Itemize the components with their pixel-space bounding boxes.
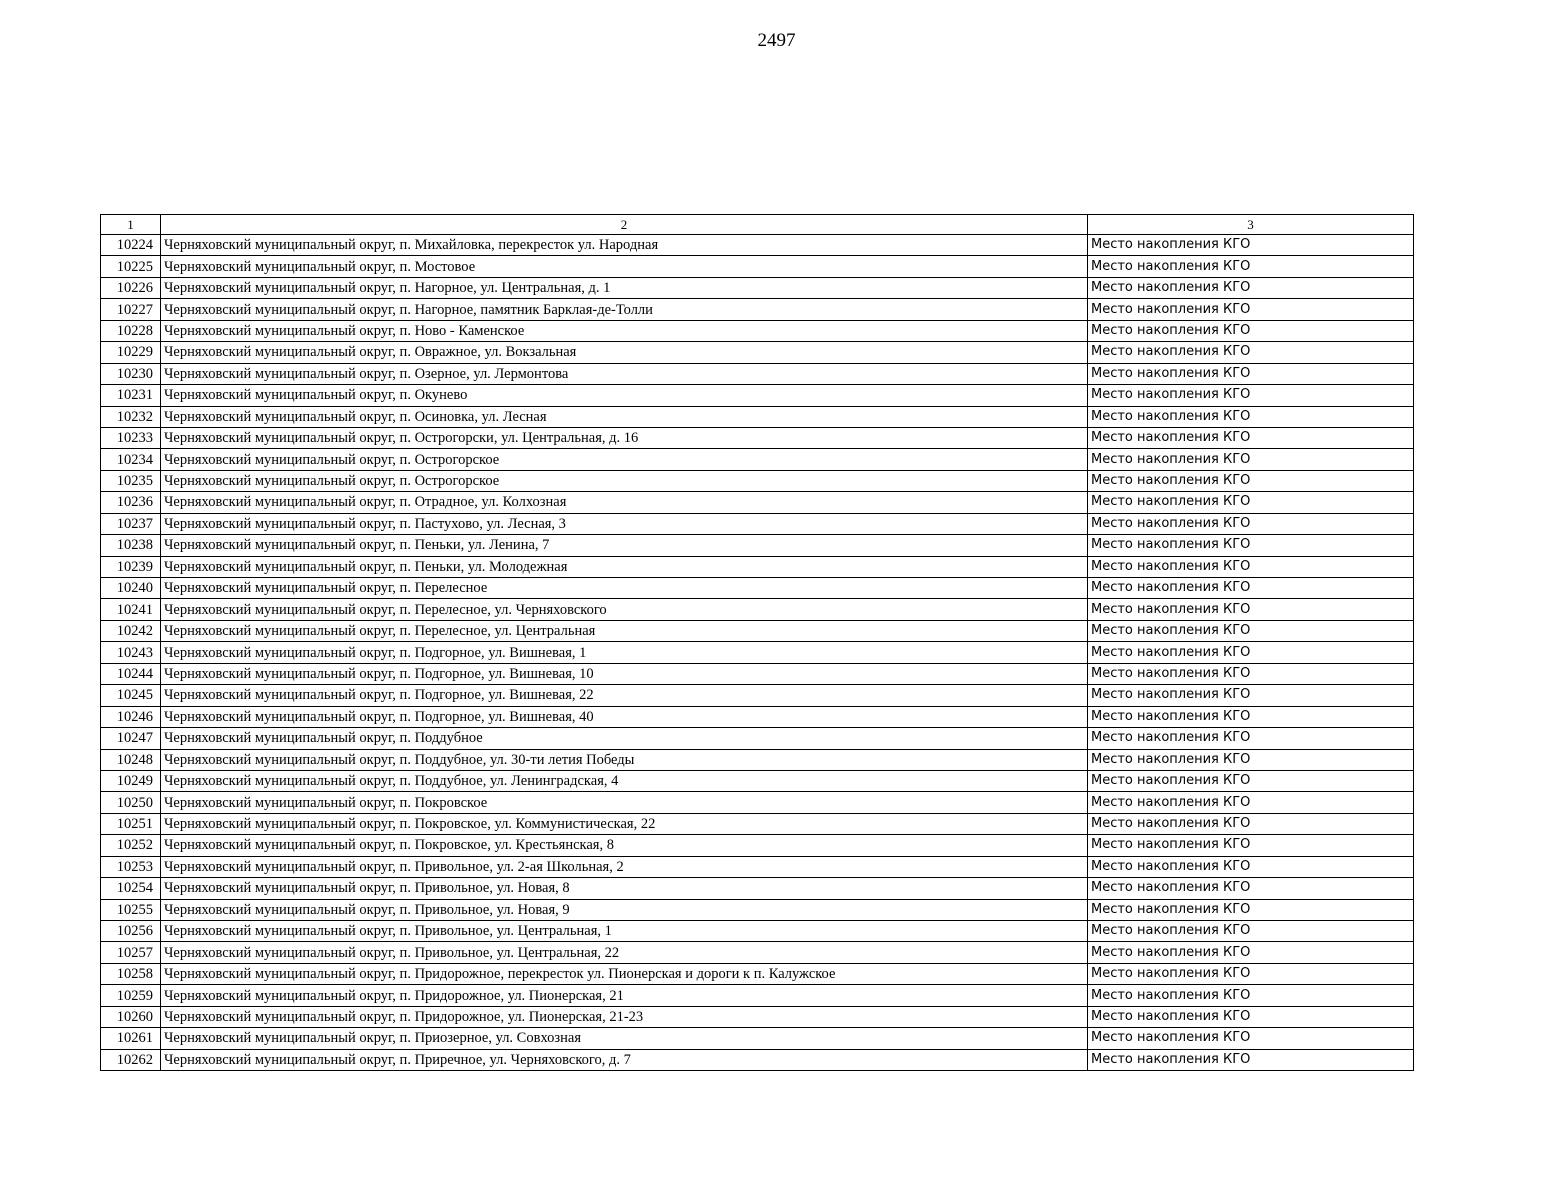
- row-address-cell: Черняховский муниципальный округ, п. Нагорное, ул. Центральная, д. 1: [161, 277, 1088, 298]
- row-address-cell: Черняховский муниципальный округ, п. Окунево: [161, 385, 1088, 406]
- row-address-cell: Черняховский муниципальный округ, п. Поддубное, ул. Ленинградская, 4: [161, 770, 1088, 791]
- row-type-cell: Место накопления КГО: [1088, 878, 1414, 899]
- table-row: [101, 299, 1414, 320]
- table-row: [101, 427, 1414, 448]
- row-number-cell: 10225: [101, 256, 161, 277]
- row-type-cell: Место накопления КГО: [1088, 770, 1414, 791]
- row-type-cell: Место накопления КГО: [1088, 963, 1414, 984]
- table-row: [101, 363, 1414, 384]
- row-number-cell: 10255: [101, 899, 161, 920]
- table-row: [101, 942, 1414, 963]
- row-address-cell: Черняховский муниципальный округ, п. Подгорное, ул. Вишневая, 10: [161, 663, 1088, 684]
- row-type-cell: Место накопления КГО: [1088, 749, 1414, 770]
- row-number-cell: 10242: [101, 620, 161, 641]
- row-address-cell: Черняховский муниципальный округ, п. Мостовое: [161, 256, 1088, 277]
- row-address-cell: Черняховский муниципальный округ, п. Пеньки, ул. Молодежная: [161, 556, 1088, 577]
- table-row: [101, 470, 1414, 491]
- row-type-cell: Место накопления КГО: [1088, 856, 1414, 877]
- table-row: [101, 921, 1414, 942]
- table-row: [101, 556, 1414, 577]
- row-number-cell: 10230: [101, 363, 161, 384]
- row-address-cell: Черняховский муниципальный округ, п. Покровское, ул. Коммунистическая, 22: [161, 813, 1088, 834]
- row-type-cell: Место накопления КГО: [1088, 942, 1414, 963]
- row-address-cell: Черняховский муниципальный округ, п. Поддубное, ул. 30-ти летия Победы: [161, 749, 1088, 770]
- table-row: [101, 835, 1414, 856]
- table-row: [101, 320, 1414, 341]
- row-number-cell: 10236: [101, 492, 161, 513]
- row-address-cell: Черняховский муниципальный округ, п. Овражное, ул. Вокзальная: [161, 342, 1088, 363]
- table-row: [101, 277, 1414, 298]
- table-row: [101, 728, 1414, 749]
- row-address-cell: Черняховский муниципальный округ, п. Острогорски, ул. Центральная, д. 16: [161, 427, 1088, 448]
- row-number-cell: 10233: [101, 427, 161, 448]
- row-address-cell: Черняховский муниципальный округ, п. Отрадное, ул. Колхозная: [161, 492, 1088, 513]
- table-row: [101, 642, 1414, 663]
- row-address-cell: Черняховский муниципальный округ, п. Придорожное, перекресток ул. Пионерская и дороги к п. Калужское: [161, 963, 1088, 984]
- row-type-cell: Место накопления КГО: [1088, 921, 1414, 942]
- row-number-cell: 10256: [101, 921, 161, 942]
- table-row: [101, 878, 1414, 899]
- row-address-cell: Черняховский муниципальный округ, п. Пеньки, ул. Ленина, 7: [161, 535, 1088, 556]
- row-number-cell: 10232: [101, 406, 161, 427]
- row-number-cell: 10229: [101, 342, 161, 363]
- row-number-cell: 10245: [101, 685, 161, 706]
- row-type-cell: Место накопления КГО: [1088, 599, 1414, 620]
- table-row: [101, 792, 1414, 813]
- row-address-cell: Черняховский муниципальный округ, п. Перелесное, ул. Центральная: [161, 620, 1088, 641]
- row-type-cell: Место накопления КГО: [1088, 363, 1414, 384]
- row-type-cell: Место накопления КГО: [1088, 535, 1414, 556]
- row-type-cell: Место накопления КГО: [1088, 985, 1414, 1006]
- row-address-cell: Черняховский муниципальный округ, п. Михайловка, перекресток ул. Народная: [161, 235, 1088, 256]
- row-type-cell: Место накопления КГО: [1088, 256, 1414, 277]
- row-type-cell: Место накопления КГО: [1088, 1028, 1414, 1049]
- row-type-cell: Место накопления КГО: [1088, 299, 1414, 320]
- row-number-cell: 10239: [101, 556, 161, 577]
- register-body: [101, 215, 1414, 1071]
- row-type-cell: Место накопления КГО: [1088, 277, 1414, 298]
- row-number-cell: 10258: [101, 963, 161, 984]
- row-number-cell: 10260: [101, 1006, 161, 1027]
- row-number-cell: 10253: [101, 856, 161, 877]
- table-row: [101, 620, 1414, 641]
- table-row: [101, 749, 1414, 770]
- row-address-cell: Черняховский муниципальный округ, п. Приозерное, ул. Совхозная: [161, 1028, 1088, 1049]
- table-row: [101, 406, 1414, 427]
- row-number-cell: 10241: [101, 599, 161, 620]
- row-address-cell: Черняховский муниципальный округ, п. Ново - Каменское: [161, 320, 1088, 341]
- row-type-cell: Место накопления КГО: [1088, 492, 1414, 513]
- row-type-cell: Место накопления КГО: [1088, 620, 1414, 641]
- header-cell-type: 3: [1088, 215, 1414, 235]
- table-row: [101, 706, 1414, 727]
- row-type-cell: Место накопления КГО: [1088, 642, 1414, 663]
- table-row: [101, 449, 1414, 470]
- row-number-cell: 10228: [101, 320, 161, 341]
- row-address-cell: Черняховский муниципальный округ, п. Острогорское: [161, 470, 1088, 491]
- row-type-cell: Место накопления КГО: [1088, 556, 1414, 577]
- table-row: [101, 663, 1414, 684]
- register-table: [100, 214, 1414, 1071]
- table-row: [101, 535, 1414, 556]
- table-row: [101, 385, 1414, 406]
- row-number-cell: 10240: [101, 578, 161, 599]
- table-row: [101, 813, 1414, 834]
- table-row: [101, 770, 1414, 791]
- table-row: [101, 578, 1414, 599]
- table-row: [101, 963, 1414, 984]
- row-number-cell: 10251: [101, 813, 161, 834]
- row-number-cell: 10231: [101, 385, 161, 406]
- row-type-cell: Место накопления КГО: [1088, 728, 1414, 749]
- table-row: [101, 492, 1414, 513]
- row-type-cell: Место накопления КГО: [1088, 663, 1414, 684]
- row-number-cell: 10238: [101, 535, 161, 556]
- row-number-cell: 10249: [101, 770, 161, 791]
- row-address-cell: Черняховский муниципальный округ, п. Перелесное: [161, 578, 1088, 599]
- row-address-cell: Черняховский муниципальный округ, п. Нагорное, памятник Барклая-де-Толли: [161, 299, 1088, 320]
- row-number-cell: 10257: [101, 942, 161, 963]
- row-number-cell: 10226: [101, 277, 161, 298]
- row-number-cell: 10259: [101, 985, 161, 1006]
- row-address-cell: Черняховский муниципальный округ, п. Осиновка, ул. Лесная: [161, 406, 1088, 427]
- row-number-cell: 10252: [101, 835, 161, 856]
- row-number-cell: 10262: [101, 1049, 161, 1070]
- row-address-cell: Черняховский муниципальный округ, п. Привольное, ул. Центральная, 22: [161, 942, 1088, 963]
- row-type-cell: Место накопления КГО: [1088, 342, 1414, 363]
- row-type-cell: Место накопления КГО: [1088, 706, 1414, 727]
- row-type-cell: Место накопления КГО: [1088, 320, 1414, 341]
- table-row: [101, 899, 1414, 920]
- row-number-cell: 10246: [101, 706, 161, 727]
- row-type-cell: Место накопления КГО: [1088, 813, 1414, 834]
- row-type-cell: Место накопления КГО: [1088, 578, 1414, 599]
- row-address-cell: Черняховский муниципальный округ, п. Подгорное, ул. Вишневая, 40: [161, 706, 1088, 727]
- row-number-cell: 10261: [101, 1028, 161, 1049]
- row-address-cell: Черняховский муниципальный округ, п. Острогорское: [161, 449, 1088, 470]
- row-type-cell: Место накопления КГО: [1088, 427, 1414, 448]
- row-number-cell: 10247: [101, 728, 161, 749]
- table-row: [101, 599, 1414, 620]
- row-number-cell: 10235: [101, 470, 161, 491]
- row-address-cell: Черняховский муниципальный округ, п. Пастухово, ул. Лесная, 3: [161, 513, 1088, 534]
- row-address-cell: Черняховский муниципальный округ, п. Придорожное, ул. Пионерская, 21-23: [161, 1006, 1088, 1027]
- row-address-cell: Черняховский муниципальный округ, п. Приречное, ул. Черняховского, д. 7: [161, 1049, 1088, 1070]
- row-type-cell: Место накопления КГО: [1088, 470, 1414, 491]
- row-type-cell: Место накопления КГО: [1088, 835, 1414, 856]
- row-address-cell: Черняховский муниципальный округ, п. Привольное, ул. 2-ая Школьная, 2: [161, 856, 1088, 877]
- row-address-cell: Черняховский муниципальный округ, п. Покровское, ул. Крестьянская, 8: [161, 835, 1088, 856]
- row-type-cell: Место накопления КГО: [1088, 406, 1414, 427]
- row-type-cell: Место накопления КГО: [1088, 1049, 1414, 1070]
- row-type-cell: Место накопления КГО: [1088, 1006, 1414, 1027]
- row-address-cell: Черняховский муниципальный округ, п. Привольное, ул. Новая, 9: [161, 899, 1088, 920]
- row-number-cell: 10224: [101, 235, 161, 256]
- row-address-cell: Черняховский муниципальный округ, п. Придорожное, ул. Пионерская, 21: [161, 985, 1088, 1006]
- row-address-cell: Черняховский муниципальный округ, п. Покровское: [161, 792, 1088, 813]
- table-row: [101, 856, 1414, 877]
- table-row: [101, 256, 1414, 277]
- row-address-cell: Черняховский муниципальный округ, п. Перелесное, ул. Черняховского: [161, 599, 1088, 620]
- row-number-cell: 10237: [101, 513, 161, 534]
- table-row: [101, 1028, 1414, 1049]
- row-number-cell: 10250: [101, 792, 161, 813]
- row-number-cell: 10243: [101, 642, 161, 663]
- row-type-cell: Место накопления КГО: [1088, 513, 1414, 534]
- table-row: [101, 685, 1414, 706]
- row-type-cell: Место накопления КГО: [1088, 685, 1414, 706]
- row-number-cell: 10244: [101, 663, 161, 684]
- row-address-cell: Черняховский муниципальный округ, п. Привольное, ул. Новая, 8: [161, 878, 1088, 899]
- table-row: [101, 985, 1414, 1006]
- header-cell-number: 1: [101, 215, 161, 235]
- row-type-cell: Место накопления КГО: [1088, 235, 1414, 256]
- row-type-cell: Место накопления КГО: [1088, 385, 1414, 406]
- table-row: [101, 342, 1414, 363]
- header-cell-address: 2: [161, 215, 1088, 235]
- table-row: [101, 235, 1414, 256]
- row-address-cell: Черняховский муниципальный округ, п. Подгорное, ул. Вишневая, 22: [161, 685, 1088, 706]
- row-type-cell: Место накопления КГО: [1088, 449, 1414, 470]
- table-row: [101, 1049, 1414, 1070]
- table-row: [101, 1006, 1414, 1027]
- table-row: [101, 513, 1414, 534]
- row-number-cell: 10254: [101, 878, 161, 899]
- row-number-cell: 10248: [101, 749, 161, 770]
- page-number: 2497: [757, 30, 796, 51]
- row-address-cell: Черняховский муниципальный округ, п. Озерное, ул. Лермонтова: [161, 363, 1088, 384]
- header-row: [101, 215, 1414, 235]
- row-address-cell: Черняховский муниципальный округ, п. Привольное, ул. Центральная, 1: [161, 921, 1088, 942]
- row-type-cell: Место накопления КГО: [1088, 792, 1414, 813]
- row-number-cell: 10234: [101, 449, 161, 470]
- row-address-cell: Черняховский муниципальный округ, п. Поддубное: [161, 728, 1088, 749]
- row-number-cell: 10227: [101, 299, 161, 320]
- row-type-cell: Место накопления КГО: [1088, 899, 1414, 920]
- row-address-cell: Черняховский муниципальный округ, п. Подгорное, ул. Вишневая, 1: [161, 642, 1088, 663]
